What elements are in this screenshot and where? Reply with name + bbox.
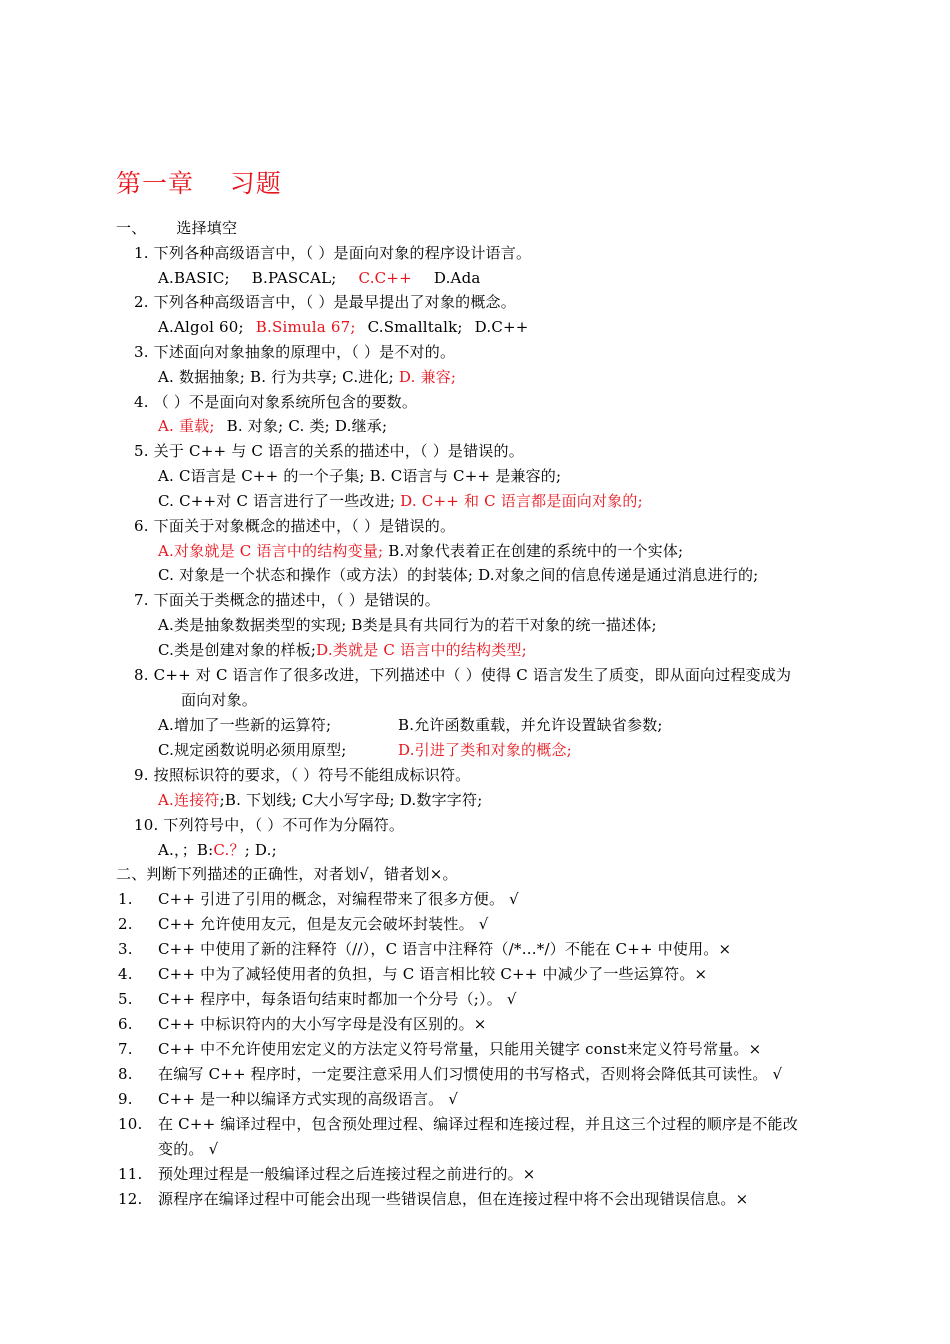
question-8-stem: 8. C++ 对 C 语言作了很多改进，下列描述中（ ）使得 C 语言发生了质变，即从面向过程变成为 [134, 666, 792, 684]
q8-option-b: B.允许函数重载，并允许设置缺省参数; [398, 716, 663, 734]
question-6-options-row2 [158, 565, 758, 585]
question-8-options-row2 [158, 740, 572, 760]
q2-option-b-answer: B.Simula 67; [255, 318, 356, 336]
question-7-options-row1 [158, 615, 657, 635]
judge-2-text: C++ 允许使用友元，但是友元会破坏封装性。 √ [158, 915, 489, 933]
question-7-stem: 7. 下面关于类概念的描述中，（ ）是错误的。 [134, 591, 440, 609]
section1-heading [116, 218, 237, 238]
question-8-options-row1 [158, 715, 663, 735]
q7-options-ab: A.类是抽象数据类型的实现; B类是具有共同行为的若干对象的统一描述体; [158, 616, 657, 634]
judge-5-text: C++ 程序中，每条语句结束时都加一个分号（;）。 √ [158, 990, 517, 1008]
q10-option-d: ; D.; [244, 841, 277, 859]
question-10-options [158, 840, 277, 860]
section1-heading-num: 一、 [116, 219, 147, 237]
q6-option-b: B.对象代表着正在创建的系统中的一个实体; [388, 542, 684, 560]
judge-4-num: 4. [118, 965, 133, 983]
judge-10-text-continued: 变的。 √ [158, 1140, 219, 1158]
judge-5-num: 5. [118, 990, 133, 1008]
q2-option-a: A.Algol 60; [158, 318, 244, 336]
q4-options-bcd: B. 对象; C. 类; D.继承; [226, 417, 388, 435]
judge-7-num: 7. [118, 1040, 133, 1058]
judge-6-text: C++ 中标识符内的大小写字母是没有区别的。× [158, 1015, 487, 1033]
question-4-options [158, 416, 387, 436]
judge-10-text: 在 C++ 编译过程中，包含预处理过程、编译过程和连接过程，并且这三个过程的顺序是不能改 [158, 1115, 798, 1133]
q8-option-a: A.增加了一些新的运算符; [158, 716, 332, 734]
section2-heading: 二、判断下列描述的正确性，对者划√，错者划×。 [116, 865, 458, 883]
q1-option-c-answer: C.C++ [358, 269, 412, 287]
question-3-options [158, 367, 456, 387]
q6-options-cd: C. 对象是一个状态和操作（或方法）的封装体; D.对象之间的信息传递是通过消息进行的; [158, 566, 759, 584]
judge-1-num: 1. [118, 890, 133, 908]
q10-option-c-answer: C.？ [213, 841, 245, 859]
question-5-options-row2 [158, 491, 643, 511]
judge-3-text: C++ 中使用了新的注释符（//），C 语言中注释符（/*…*/）不能在 C++ 中使用。× [158, 940, 732, 958]
question-2-options [158, 317, 529, 337]
q8-option-c: C.规定函数说明必须用原型; [158, 741, 347, 759]
q1-option-b: B.PASCAL; [251, 269, 337, 287]
question-8-stem-continued: 面向对象。 [181, 691, 258, 709]
judge-6-num: 6. [118, 1015, 133, 1033]
q4-option-a-answer: A. 重载; [158, 417, 215, 435]
q9-option-a-answer: A.连接符 [158, 791, 220, 809]
judge-2-num: 2. [118, 915, 133, 933]
section1-heading-text: 选择填空 [176, 219, 238, 237]
q8-option-d-answer: D.引进了类和对象的概念; [398, 741, 572, 759]
judge-12-text: 源程序在编译过程中可能会出现一些错误信息，但在连接过程中将不会出现错误信息。× [158, 1190, 749, 1208]
q1-option-d: D.Ada [433, 269, 481, 287]
question-9-stem: 9. 按照标识符的要求，（ ）符号不能组成标识符。 [134, 766, 471, 784]
judge-3-num: 3. [118, 940, 133, 958]
judge-7-text: C++ 中不允许使用宏定义的方法定义符号常量，只能用关键字 const来定义符号常量。× [158, 1040, 762, 1058]
question-9-options [158, 790, 482, 810]
q2-option-c: C.Smalltalk; [367, 318, 463, 336]
question-1-stem: 1. 下列各种高级语言中，（ ）是面向对象的程序设计语言。 [134, 244, 532, 262]
question-10-stem: 10. 下列符号中，（ ）不可作为分隔符。 [134, 816, 405, 834]
q6-option-a-answer: A.对象就是 C 语言中的结构变量; [158, 542, 384, 560]
question-3-stem: 3. 下述面向对象抽象的原理中，（ ）是不对的。 [134, 343, 456, 361]
judge-4-text: C++ 中为了减轻使用者的负担，与 C 语言相比较 C++ 中减少了一些运算符。× [158, 965, 708, 983]
q1-option-a: A.BASIC; [158, 269, 230, 287]
question-5-stem: 5. 关于 C++ 与 C 语言的关系的描述中，（ ）是错误的。 [134, 442, 524, 460]
q10-options-ab: A.，；B: [158, 841, 214, 859]
question-4-stem: 4. （ ）不是面向对象系统所包含的要数。 [134, 393, 418, 411]
q5-options-ab: A. C语言是 C++ 的一个子集; B. C语言与 C++ 是兼容的; [158, 467, 562, 485]
judge-1-text: C++ 引进了引用的概念，对编程带来了很多方便。 √ [158, 890, 519, 908]
q7-option-d-answer: D.类就是 C 语言中的结构类型; [316, 641, 527, 659]
question-2-stem: 2. 下列各种高级语言中，（ ）是最早提出了对象的概念。 [134, 293, 516, 311]
judge-11-num: 11. [118, 1165, 143, 1183]
q9-options-bcd: ;B. 下划线; C大小写字母; D.数字字符; [219, 791, 483, 809]
judge-10-num: 10. [118, 1115, 143, 1133]
judge-12-num: 12. [118, 1190, 143, 1208]
question-7-options-row2 [158, 640, 527, 660]
q2-option-d: D.C++ [474, 318, 529, 336]
q3-option-d-answer: D. 兼容; [398, 368, 457, 386]
question-6-stem: 6. 下面关于对象概念的描述中，（ ）是错误的。 [134, 517, 456, 535]
q7-option-c: C.类是创建对象的样板; [158, 641, 317, 659]
q5-option-d-answer: D. C++ 和 C 语言都是面向对象的; [400, 492, 643, 510]
chapter-title: 第一章 习题 [116, 169, 282, 198]
judge-11-text: 预处理过程是一般编译过程之后连接过程之前进行的。× [158, 1165, 536, 1183]
question-6-options-row1 [158, 541, 683, 561]
judge-8-text: 在编写 C++ 程序时，一定要注意采用人们习惯使用的书写格式，否则将会降低其可读性。 √ [158, 1065, 783, 1083]
question-1-options [158, 268, 481, 288]
judge-9-num: 9. [118, 1090, 133, 1108]
q5-option-c: C. C++对 C 语言进行了一些改进; [158, 492, 396, 510]
q3-options-abc: A. 数据抽象; B. 行为共享; C.进化; [158, 368, 394, 386]
judge-8-num: 8. [118, 1065, 133, 1083]
judge-9-text: C++ 是一种以编译方式实现的高级语言。 √ [158, 1090, 459, 1108]
question-5-options-row1 [158, 466, 561, 486]
